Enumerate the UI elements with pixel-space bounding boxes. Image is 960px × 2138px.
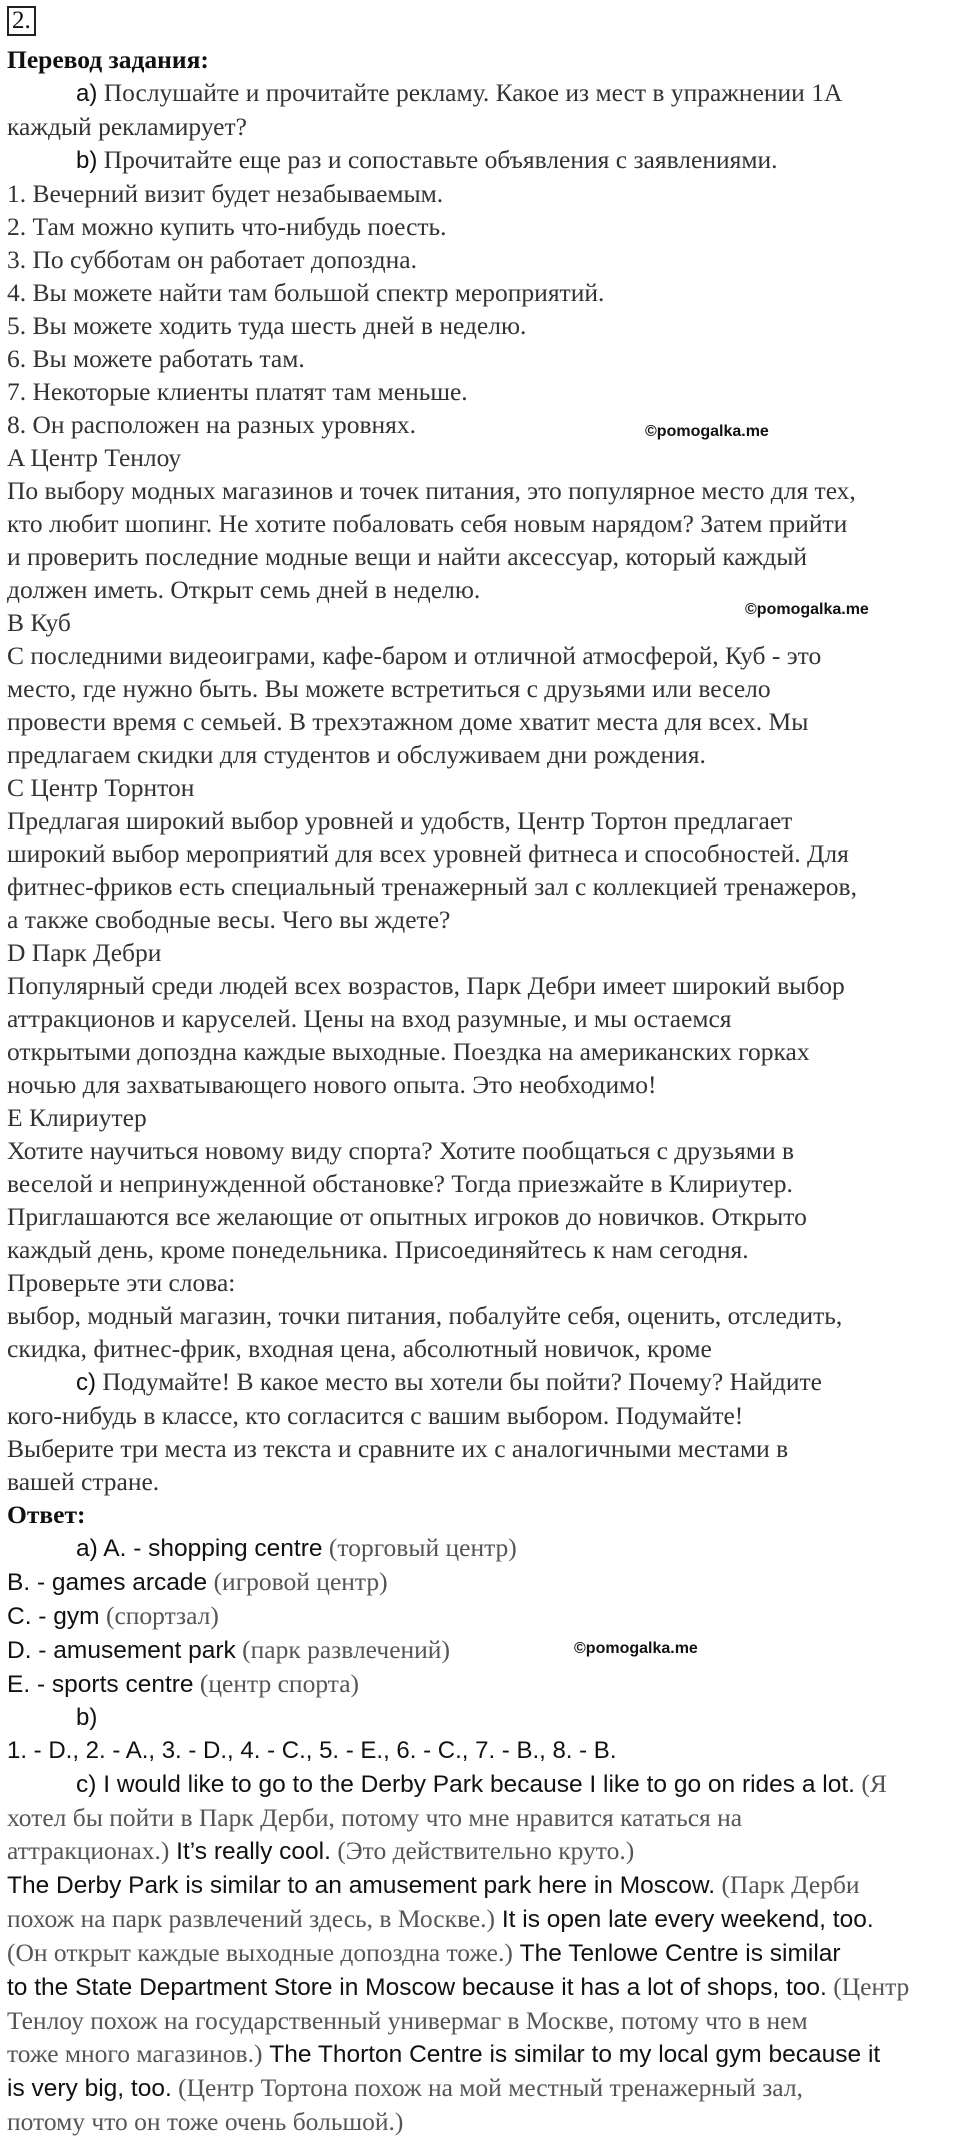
task-line xyxy=(7,110,957,143)
line-text: открытыми допоздна каждые выходные. Поездка на американских горках xyxy=(7,1037,810,1066)
line-text: каждый день, кроме понедельника. Присоединяйтесь к нам сегодня. xyxy=(7,1235,749,1264)
line-text: широкий выбор мероприятий для всех уровней фитнеса и способностей. Для xyxy=(7,839,849,868)
answer-part-c xyxy=(7,1767,957,2138)
task-line xyxy=(7,705,957,738)
item-label: b) xyxy=(76,147,98,174)
english-segment: It is open late every weekend, too. xyxy=(495,1906,874,1933)
russian-segment: тоже много магазинов.) xyxy=(7,2039,263,2068)
answer-translation: (торговый центр) xyxy=(322,1533,517,1562)
task-line xyxy=(7,1233,957,1266)
task-line xyxy=(7,1167,957,1200)
line-text: предлагаем скидки для студентов и обслуживаем дни рождения. xyxy=(7,740,706,769)
line-text: 7. Некоторые клиенты платят там меньше. xyxy=(7,377,468,406)
line-text: выбор, модный магазин, точки питания, побалуйте себя, оценить, отследить, xyxy=(7,1301,843,1330)
line-text: Приглашаются все желающие от опытных игроков до новичков. Открыто xyxy=(7,1202,807,1231)
russian-segment: Тенлоу похож на государственный универмаг в Москве, потому что в нем xyxy=(7,2006,808,2035)
russian-segment: похож на парк развлечений здесь, в Москве.) xyxy=(7,1904,496,1933)
line-text: 6. Вы можете работать там. xyxy=(7,344,305,373)
answer-c-line xyxy=(7,2105,957,2138)
task-line xyxy=(7,143,957,177)
line-text: Прочитайте еще раз и сопоставьте объявления с заявлениями. xyxy=(97,145,778,174)
task-text xyxy=(7,76,957,1498)
answer-c-line xyxy=(7,1834,957,1868)
answer-prefix: B. - xyxy=(7,1569,52,1596)
answer-c-line xyxy=(7,2037,957,2071)
answer-prefix: D. - xyxy=(7,1637,54,1664)
task-line xyxy=(7,672,957,705)
answer-prefix: C. - xyxy=(7,1603,54,1630)
item-label: c) xyxy=(76,1369,96,1396)
english-segment: It’s really cool. xyxy=(169,1838,331,1865)
russian-segment: потому что он тоже очень большой.) xyxy=(7,2107,404,2136)
answer-a-line xyxy=(7,1565,957,1599)
line-text: C Центр Торнтон xyxy=(7,773,195,802)
english-segment: to the State Department Store in Moscow because it has a lot of shops, too. xyxy=(7,1974,827,2001)
line-text: каждый рекламирует? xyxy=(7,112,247,141)
task-line xyxy=(7,1200,957,1233)
task-line xyxy=(7,1299,957,1332)
answer-translation: (центр спорта) xyxy=(193,1669,359,1698)
task-line xyxy=(7,1002,957,1035)
line-text: С последними видеоиграми, кафе-баром и отличной атмосферой, Куб - это xyxy=(7,641,822,670)
answer-c-line xyxy=(7,1767,957,1801)
line-text: Подумайте! В какое место вы хотели бы пойти? Почему? Найдите xyxy=(96,1367,822,1396)
russian-segment: хотел бы пойти в Парк Дерби, потому что мне нравится кататься на xyxy=(7,1803,743,1832)
english-segment: is very big, too. xyxy=(7,2075,172,2102)
task-line xyxy=(7,243,957,276)
task-line xyxy=(7,870,957,903)
task-line xyxy=(7,276,957,309)
line-text: Проверьте эти слова: xyxy=(7,1268,236,1297)
line-text: веселой и непринужденной обстановке? Тогда приезжайте в Клириутер. xyxy=(7,1169,793,1198)
answer-english: games arcade xyxy=(51,1569,208,1596)
russian-segment: (Он открыт каждые выходные допоздна тоже.) xyxy=(7,1938,513,1967)
russian-segment: аттракционах.) xyxy=(7,1836,170,1865)
task-line xyxy=(7,441,957,474)
task-line xyxy=(7,837,957,870)
answer-translation: (спортзал) xyxy=(99,1601,219,1630)
answer-a-line xyxy=(7,1531,957,1565)
task-line xyxy=(7,76,957,110)
line-text: Выберите три места из текста и сравните их с аналогичными местами в xyxy=(7,1434,789,1463)
task-line xyxy=(7,177,957,210)
line-text: а также свободные весы. Чего вы ждете? xyxy=(7,905,451,934)
task-line xyxy=(7,1266,957,1299)
line-text: Предлагая широкий выбор уровней и удобств, Центр Тортон предлагает xyxy=(7,806,793,835)
russian-segment: (Центр xyxy=(826,1972,910,2001)
answer-c-line xyxy=(7,1868,957,1902)
answer-prefix: a) A. - xyxy=(76,1535,149,1562)
answer-part-b-text: 1. - D., 2. - A., 3. - D., 4. - C., 5. - E., 6. - C., 7. - B., 8. - B. xyxy=(7,1737,617,1764)
task-line xyxy=(7,375,957,408)
line-text: кого-нибудь в классе, кто согласится с вашим выбором. Подумайте! xyxy=(7,1401,744,1430)
line-text: 5. Вы можете ходить туда шесть дней в неделю. xyxy=(7,311,527,340)
line-text: ночью для захватывающего нового опыта. Это необходимо! xyxy=(7,1070,657,1099)
line-text: E Клириутер xyxy=(7,1103,147,1132)
line-text: Хотите научиться новому виду спорта? Хотите пообщаться с друзьями в xyxy=(7,1136,795,1165)
russian-segment: (Центр Тортона похож на мой местный тренажерный зал, xyxy=(171,2073,803,2102)
line-text: 3. По субботам он работает допоздна. xyxy=(7,245,417,274)
answer-translation: (парк развлечений) xyxy=(235,1635,450,1664)
english-segment: c) I would like to go to the Derby Park because I like to go on rides a lot. xyxy=(76,1771,855,1798)
line-text: 4. Вы можете найти там большой спектр мероприятий. xyxy=(7,278,605,307)
task-line xyxy=(7,309,957,342)
answer-a-line xyxy=(7,1633,957,1667)
line-text: Послушайте и прочитайте рекламу. Какое из мест в упражнении 1А xyxy=(97,78,843,107)
answer-c-line xyxy=(7,1936,957,1970)
line-text: фитнес-фриков есть специальный тренажерный зал с коллекцией тренажеров, xyxy=(7,872,857,901)
answer-c-line xyxy=(7,2004,957,2037)
task-line xyxy=(7,771,957,804)
english-segment: The Thorton Centre is similar to my local gym because it xyxy=(262,2041,881,2068)
task-line xyxy=(7,1035,957,1068)
line-text: По выбору модных магазинов и точек питания, это популярное место для тех, xyxy=(7,476,856,505)
task-line xyxy=(7,1465,957,1498)
watermark: ©pomogalka.me xyxy=(645,423,769,440)
answer-translation: (игровой центр) xyxy=(207,1567,388,1596)
line-text: Популярный среди людей всех возрастов, Парк Дебри имеет широкий выбор xyxy=(7,971,845,1000)
task-line xyxy=(7,1399,957,1432)
line-text: A Центр Тенлоу xyxy=(7,443,182,472)
task-line xyxy=(7,738,957,771)
task-line xyxy=(7,507,957,540)
answer-part-a xyxy=(7,1531,957,1701)
watermark: ©pomogalka.me xyxy=(745,601,869,618)
answer-c-line xyxy=(7,1801,957,1834)
answer-prefix: E. - xyxy=(7,1671,52,1698)
task-heading: Перевод задания: xyxy=(7,45,209,74)
russian-segment: (Я xyxy=(854,1769,887,1798)
task-line xyxy=(7,804,957,837)
line-text: вашей стране. xyxy=(7,1467,160,1496)
answer-english: amusement park xyxy=(53,1637,236,1664)
exercise-number: 2. xyxy=(7,6,36,36)
line-text: и проверить последние модные вещи и найти аксессуар, который каждый xyxy=(7,542,808,571)
line-text: 1. Вечерний визит будет незабываемым. xyxy=(7,179,444,208)
document-page xyxy=(7,6,957,2138)
answer-english: gym xyxy=(53,1603,100,1630)
task-line xyxy=(7,342,957,375)
russian-segment: (Это действительно круто.) xyxy=(330,1836,635,1865)
line-text: D Парк Дебри xyxy=(7,938,162,967)
answer-english: shopping centre xyxy=(148,1535,323,1562)
line-text: место, где нужно быть. Вы можете встретиться с друзьями или весело xyxy=(7,674,771,703)
line-text: 8. Он расположен на разных уровнях. xyxy=(7,410,417,439)
answer-heading: Ответ: xyxy=(7,1500,86,1529)
item-label: а) xyxy=(76,80,98,107)
english-segment: The Tenlowe Centre is similar xyxy=(512,1940,841,1967)
answer-c-line xyxy=(7,1970,957,2004)
task-line xyxy=(7,1068,957,1101)
answer-c-line xyxy=(7,2071,957,2105)
answer-part-b-label: b) xyxy=(76,1704,98,1731)
task-line xyxy=(7,969,957,1002)
english-segment: The Derby Park is similar to an amusement park here in Moscow. xyxy=(7,1872,716,1899)
task-line xyxy=(7,408,957,441)
task-line xyxy=(7,1134,957,1167)
task-line xyxy=(7,1101,957,1134)
russian-segment: (Парк Дерби xyxy=(715,1870,860,1899)
line-text: скидка, фитнес-фрик, входная цена, абсолютный новичок, кроме xyxy=(7,1334,712,1363)
line-text: аттракционов и каруселей. Цены на вход разумные, и мы остаемся xyxy=(7,1004,732,1033)
task-line xyxy=(7,1432,957,1465)
task-line xyxy=(7,1365,957,1399)
task-line xyxy=(7,474,957,507)
answer-a-line xyxy=(7,1599,957,1633)
line-text: провести время с семьей. В трехэтажном доме хватит места для всех. Мы xyxy=(7,707,809,736)
task-line xyxy=(7,639,957,672)
task-line xyxy=(7,936,957,969)
answer-a-line xyxy=(7,1667,957,1701)
answer-english: sports centre xyxy=(51,1671,194,1698)
line-text: B Куб xyxy=(7,608,71,637)
task-line xyxy=(7,1332,957,1365)
line-text: должен иметь. Открыт семь дней в неделю. xyxy=(7,575,481,604)
watermark: ©pomogalka.me xyxy=(574,1640,698,1657)
line-text: 2. Там можно купить что-нибудь поесть. xyxy=(7,212,447,241)
task-line xyxy=(7,210,957,243)
task-line xyxy=(7,540,957,573)
answer-c-line xyxy=(7,1902,957,1936)
line-text: кто любит шопинг. Не хотите побаловать себя новым нарядом? Затем прийти xyxy=(7,509,848,538)
task-line xyxy=(7,903,957,936)
